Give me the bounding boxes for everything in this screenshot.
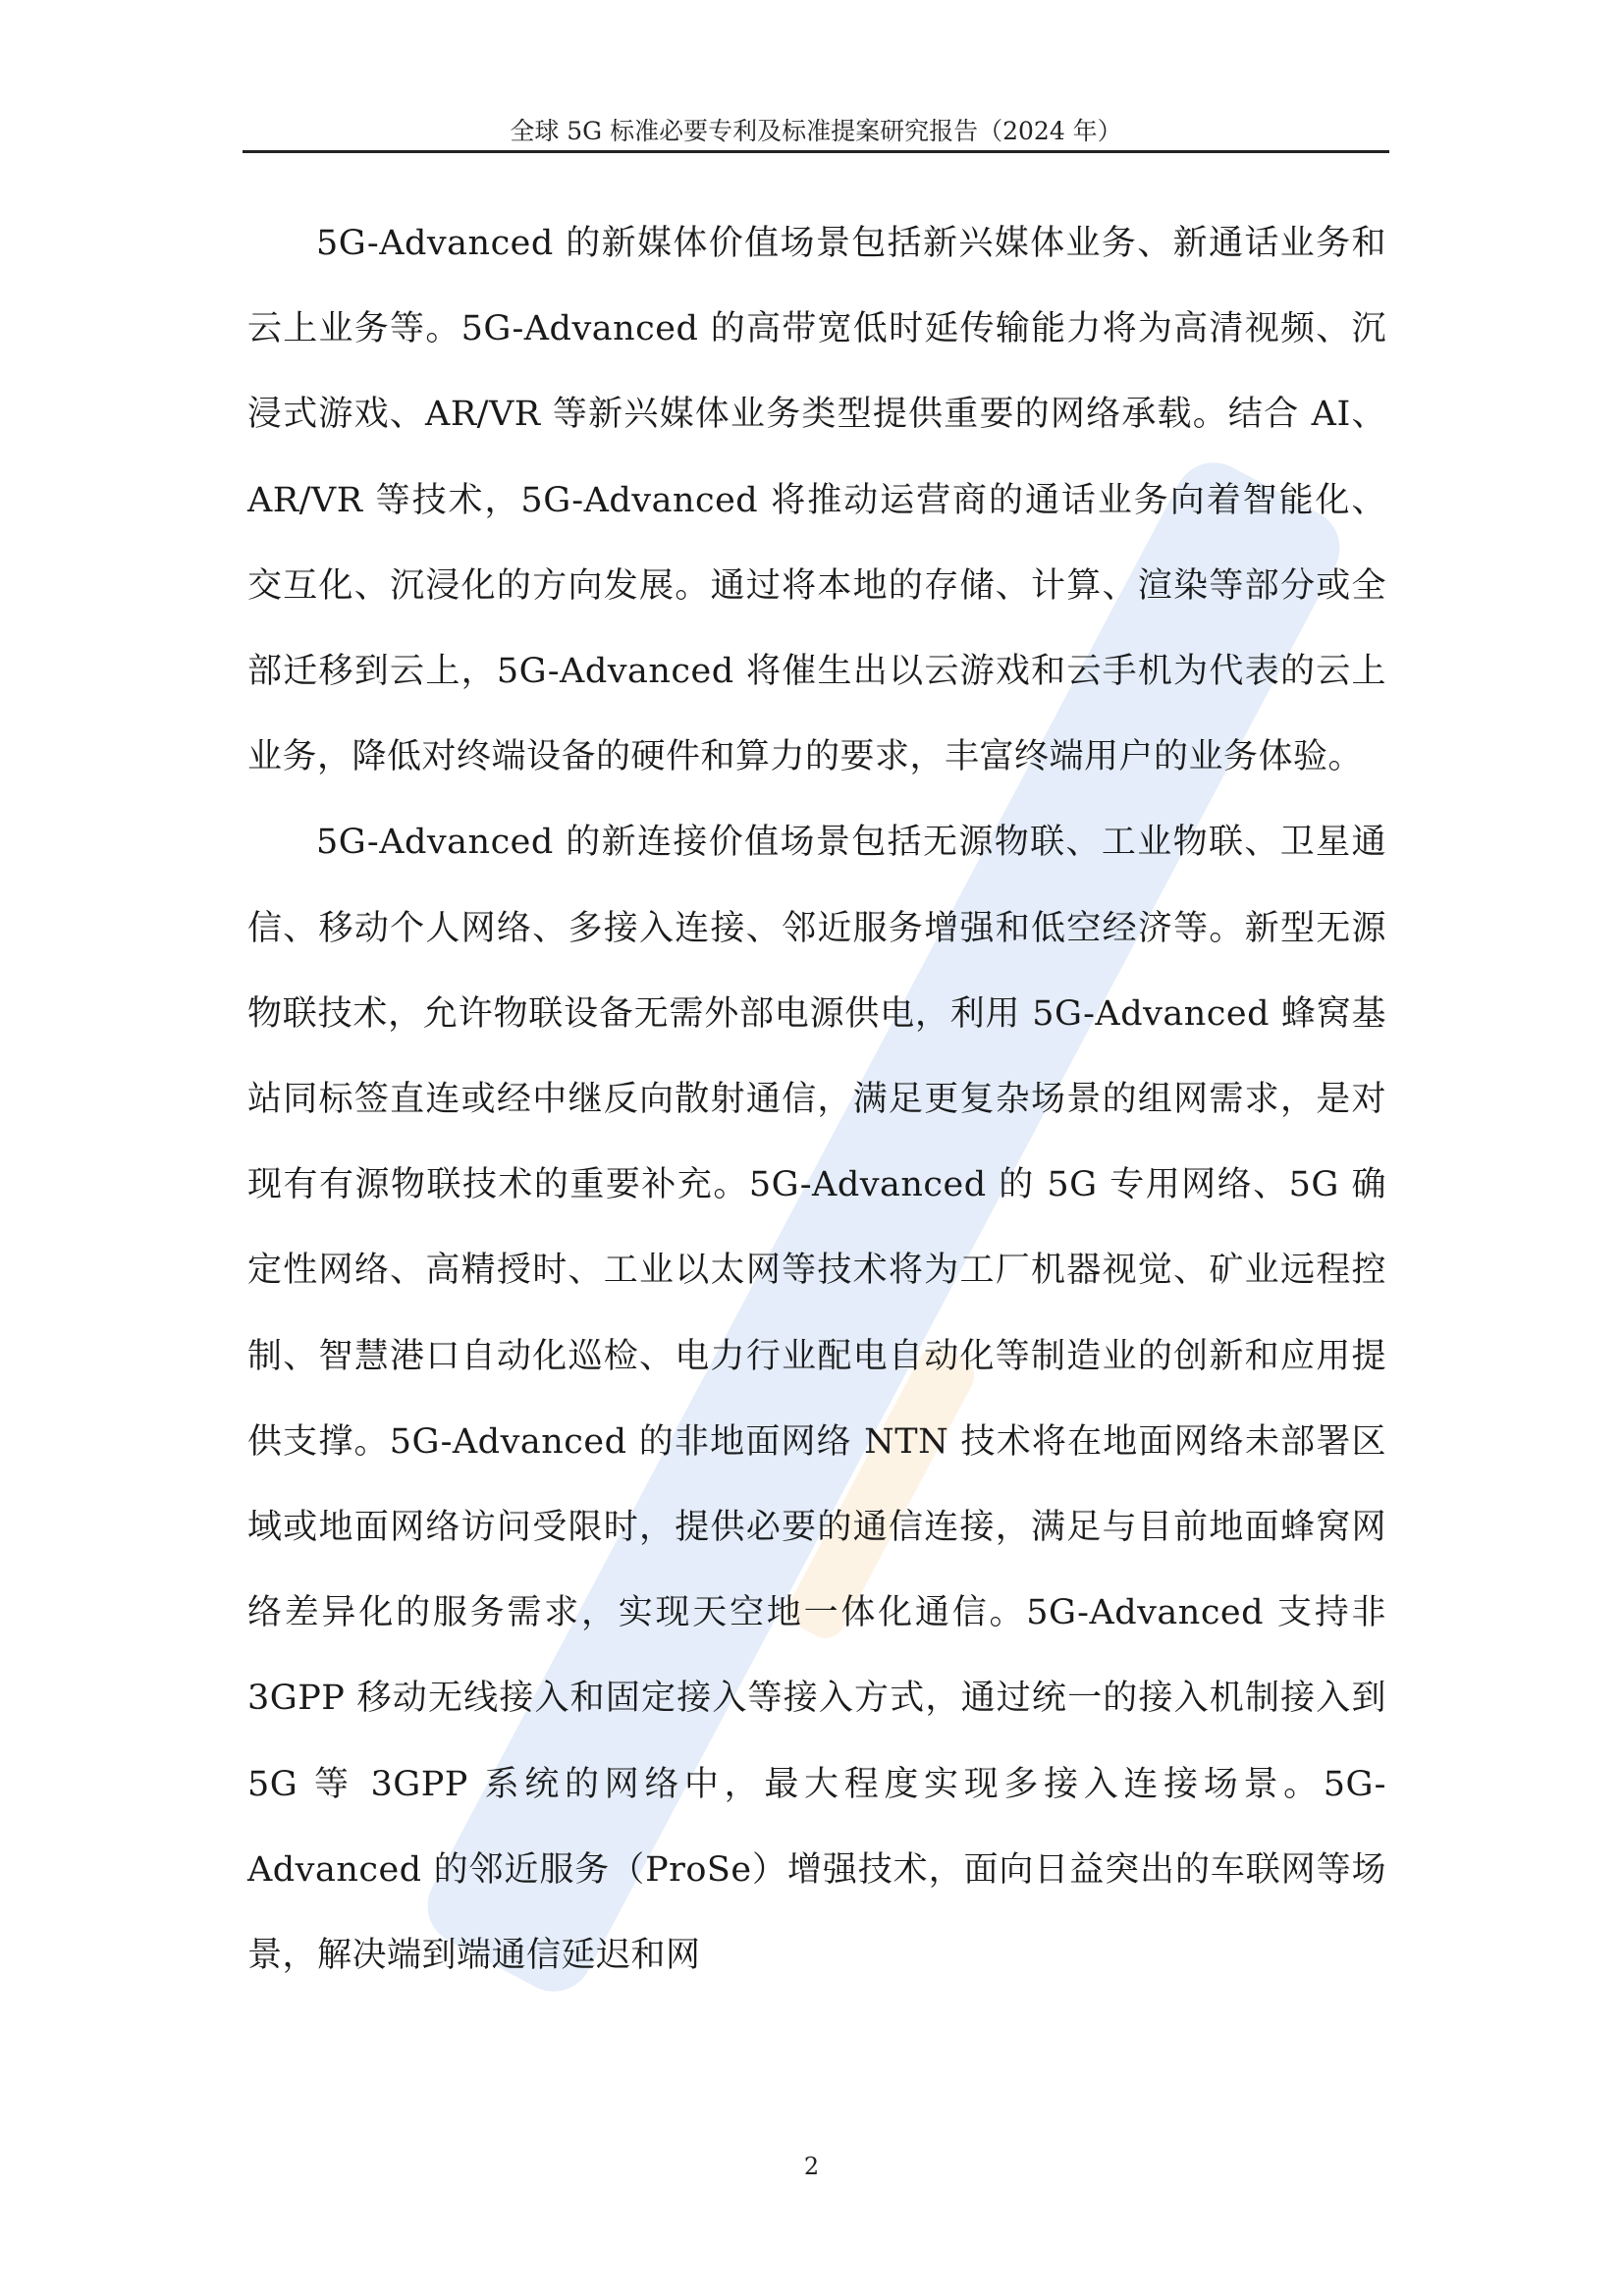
page-footer <box>0 2153 1623 2180</box>
paragraph-new-media: 5G-Advanced 的新媒体价值场景包括新兴媒体业务、新通话业务和云上业务等。5G-Advanced 的高带宽低时延传输能力将为高清视频、沉浸式游戏、AR/VR 等新兴媒体业务类型提供重要的网络承载。结合 AI、AR/VR 等技术，5G-Advanced 将推动运营商的通话业务向着智能化、交互化、沉浸化的方向发展。通过将本地的存储、计算、渲染等部分或全部迁移到云上，5G-Advanced 将催生出以云游戏和云手机为代表的云上业务，降低对终端设备的硬件和算力的要求，丰富终端用户的业务体验。 <box>247 224 1386 777</box>
page-header <box>243 110 1389 153</box>
document-body <box>247 201 1386 1999</box>
header-title: 全球 5G 标准必要专利及标准提案研究报告（2024 年） <box>510 117 1122 145</box>
page-number: 2 <box>803 2153 820 2180</box>
header-rule <box>243 150 1389 153</box>
paragraph-new-connection: 5G-Advanced 的新连接价值场景包括无源物联、工业物联、卫星通信、移动个人网络、多接入连接、邻近服务增强和低空经济等。新型无源物联技术，允许物联设备无需外部电源供电，利用 5G-Advanced 蜂窝基站同标签直连或经中继反向散射通信，满足更复杂场景的组网需求，是对现有有源物联技术的重要补充。5G-Advanced 的 5G 专用网络、5G 确定性网络、高精授时、工业以太网等技术将为工厂机器视觉、矿业远程控制、智慧港口自动化巡检、电力行业配电自动化等制造业的创新和应用提供支撑。5G-Advanced 的非地面网络 NTN 技术将在地面网络未部署区域或地面网络访问受限时，提供必要的通信连接，满足与目前地面蜂窝网络差异化的服务需求，实现天空地一体化通信。5G-Advanced 支持非 3GPP 移动无线接入和固定接入等接入方式，通过统一的接入机制接入到 5G 等 3GPP 系统的网络中，最大程度实现多接入连接场景。5G-Advanced 的邻近服务（ProSe）增强技术，面向日益突出的车联网等场景，解决端到端通信延迟和网 <box>247 823 1386 1976</box>
